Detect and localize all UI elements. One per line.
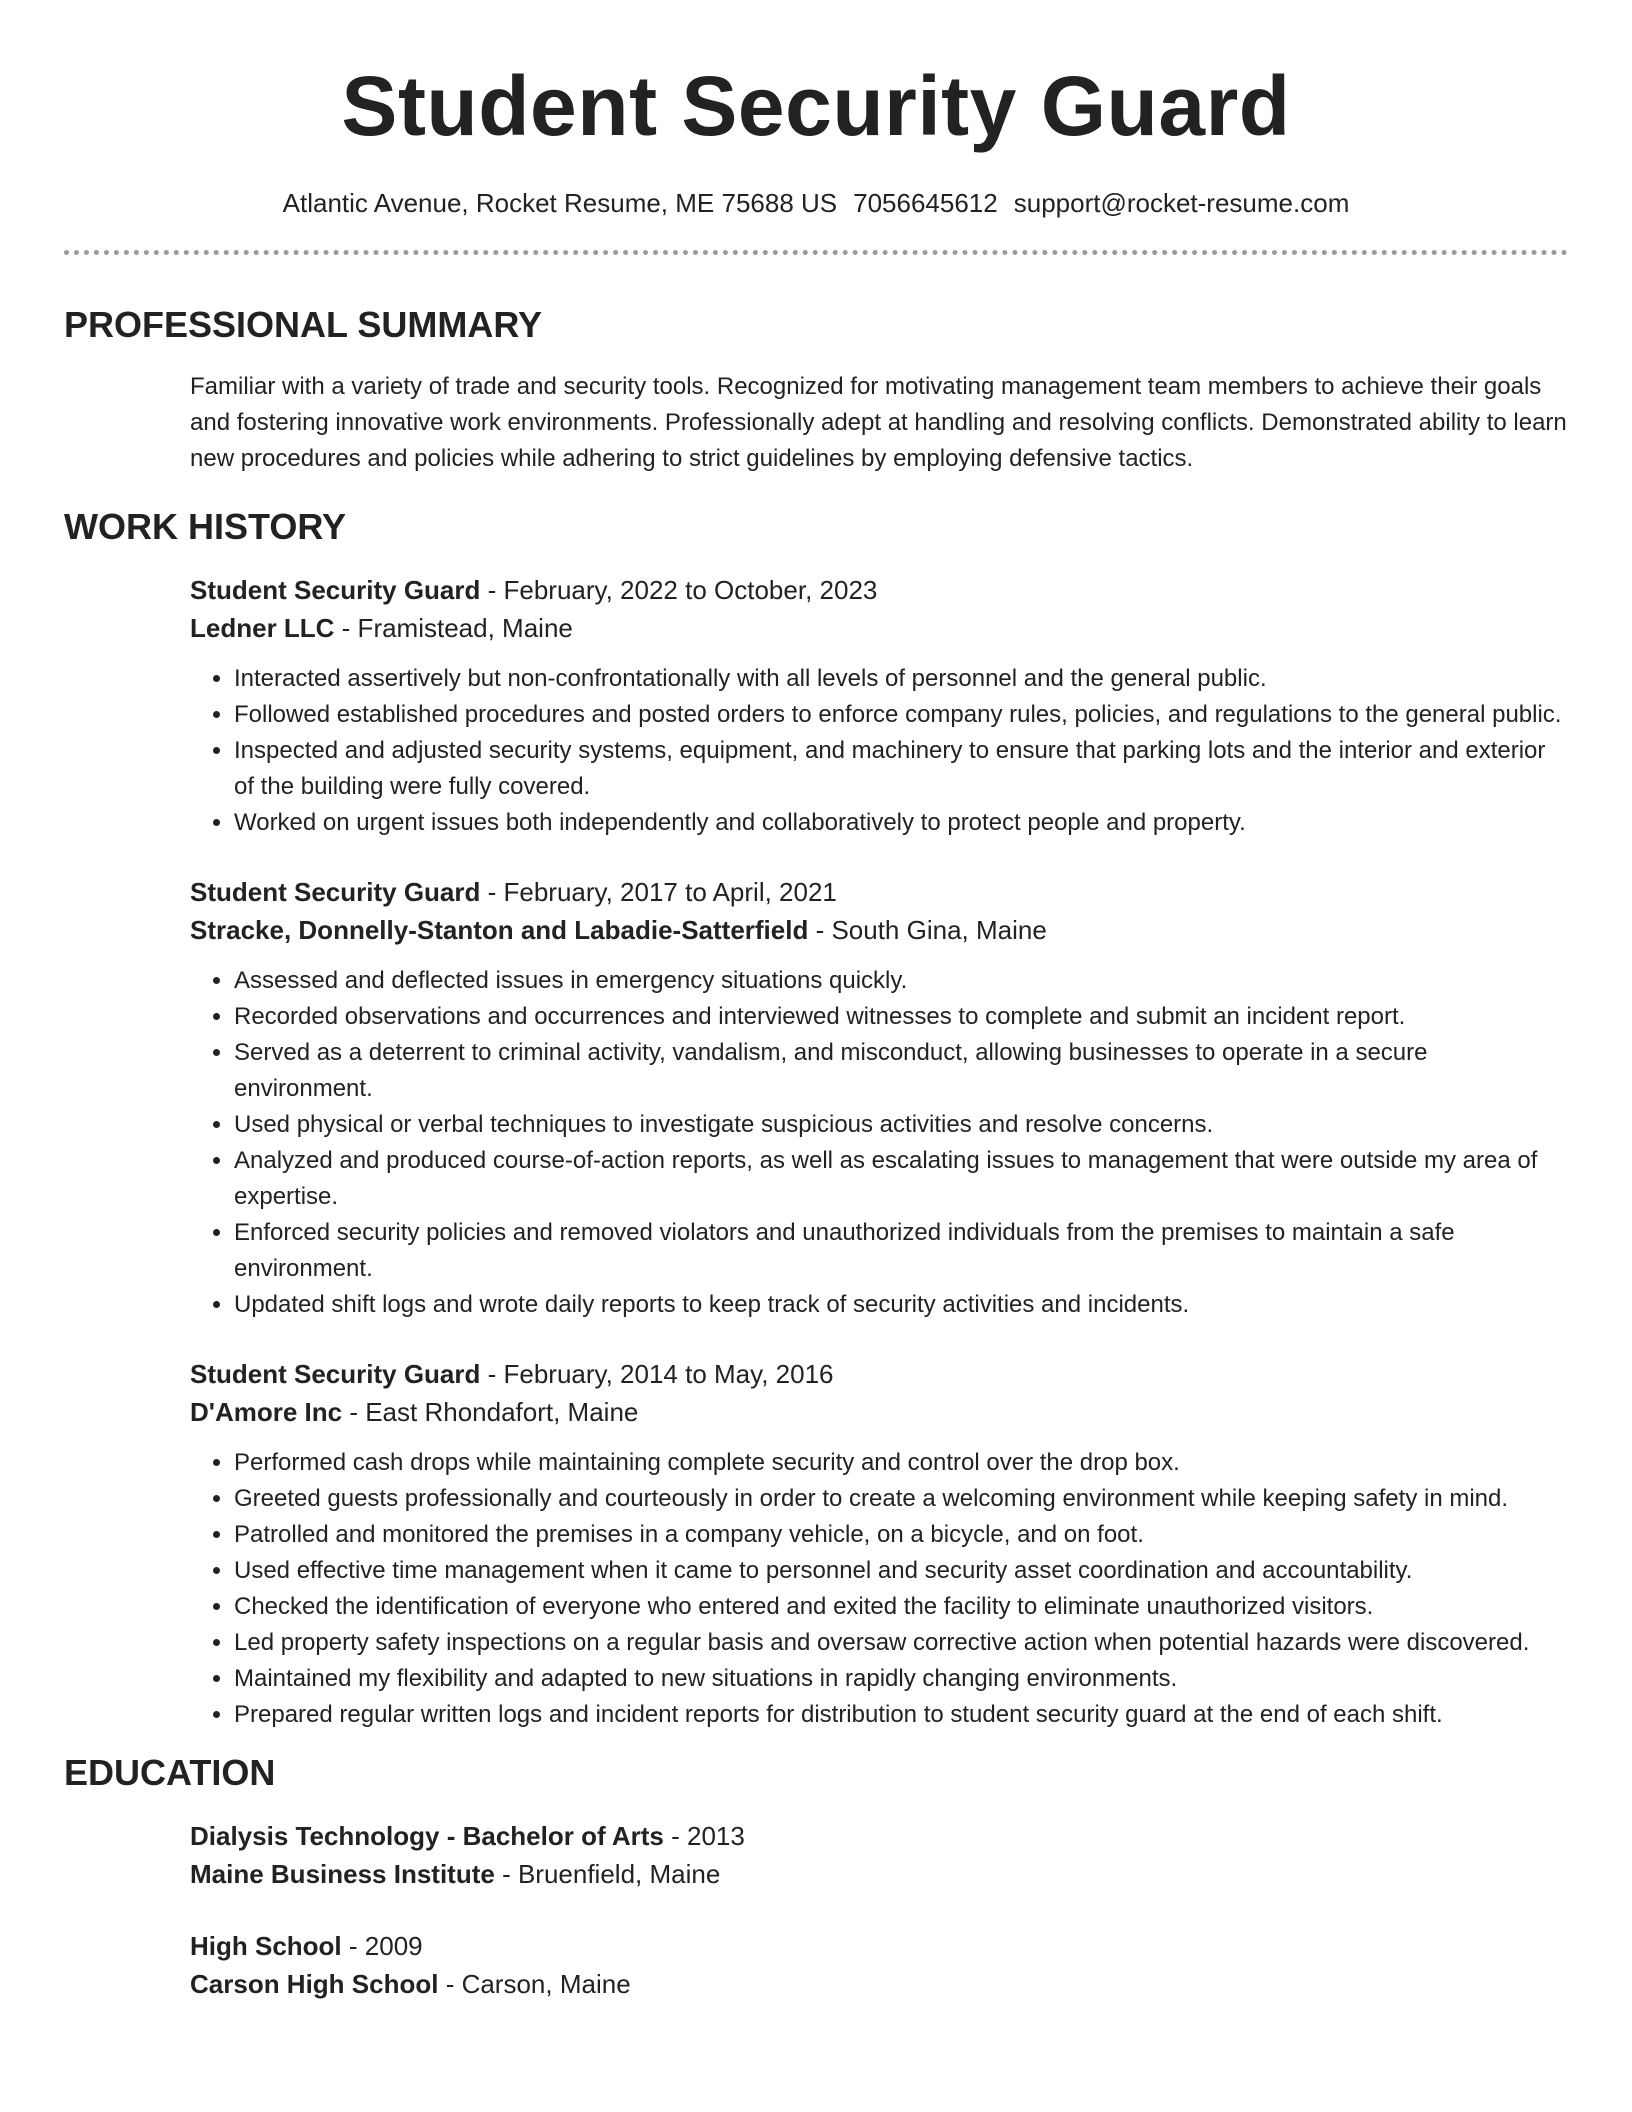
job-duty-item: • Recorded observations and occurrences and interviewed witnesses to complete and submit an incident report.: [234, 999, 1568, 1035]
job-duty-item: • Updated shift logs and wrote daily reports to keep track of security activities and incidents.: [234, 1287, 1568, 1323]
job-duty-item: • Interacted assertively but non-confrontationally with all levels of personnel and the general public.: [234, 661, 1568, 697]
job-entry: [190, 571, 1568, 841]
education-location: - Bruenfield, Maine: [494, 1859, 721, 1889]
job-duty-item: • Followed established procedures and posted orders to enforce company rules, policies, and regulations to the general public.: [234, 697, 1568, 733]
education-school: Maine Business Institute: [190, 1859, 495, 1889]
job-location: - South Gina, Maine: [808, 915, 1047, 945]
job-duty-item: • Inspected and adjusted security systems, equipment, and machinery to ensure that parking lots and the interior and exterior of the building were fully covered.: [234, 733, 1568, 805]
job-title-line: [190, 873, 1568, 911]
education-entry: [190, 1817, 1568, 1893]
education-section-title: EDUCATION: [64, 1752, 276, 1793]
education-degree-line: [190, 1927, 1568, 1965]
job-duty-item: • Greeted guests professionally and courteously in order to create a welcoming environment while keeping safety in mind.: [234, 1481, 1568, 1517]
job-entry: [190, 1355, 1568, 1733]
summary-section-title: PROFESSIONAL SUMMARY: [64, 304, 543, 345]
job-duty-item: • Assessed and deflected issues in emergency situations quickly.: [234, 963, 1568, 999]
contact-phone: 7056645612: [853, 188, 998, 218]
job-location: - East Rhondafort, Maine: [342, 1397, 639, 1427]
job-company: Ledner LLC: [190, 613, 335, 643]
education-location: - Carson, Maine: [438, 1969, 631, 1999]
contact-line: [64, 186, 1568, 220]
job-company: D'Amore Inc: [190, 1397, 343, 1427]
header-divider: [64, 250, 1568, 255]
job-dates: - February, 2014 to May, 2016: [480, 1359, 834, 1389]
job-duties-list: [190, 963, 1568, 1323]
job-role: Student Security Guard: [190, 1359, 481, 1389]
job-duty-item: • Performed cash drops while maintaining complete security and control over the drop box.: [234, 1445, 1568, 1481]
education-degree: Dialysis Technology - Bachelor of Arts: [190, 1821, 664, 1851]
job-entry: [190, 873, 1568, 1323]
job-duty-item: • Maintained my flexibility and adapted to new situations in rapidly changing environments.: [234, 1661, 1568, 1697]
job-role: Student Security Guard: [190, 877, 481, 907]
education-entry: [190, 1927, 1568, 2003]
job-duties-list: [190, 661, 1568, 841]
job-duty-item: • Used physical or verbal techniques to investigate suspicious activities and resolve concerns.: [234, 1107, 1568, 1143]
job-title-line: [190, 1355, 1568, 1393]
job-duty-item: • Led property safety inspections on a regular basis and oversaw corrective action when potential hazards were discovered.: [234, 1625, 1568, 1661]
work-history-section-title: WORK HISTORY: [64, 506, 347, 547]
education-school-line: [190, 1855, 1568, 1893]
education-school-line: [190, 1965, 1568, 2003]
job-duty-item: • Analyzed and produced course-of-action reports, as well as escalating issues to management that were outside my area of expertise.: [234, 1143, 1568, 1215]
summary-section: [64, 303, 1568, 477]
summary-text: Familiar with a variety of trade and security tools. Recognized for motivating management team members to achieve their goals and fostering innovative work environments. Professionally adept at handling and resolving conflicts. Demonstrated ability to learn new procedures and policies while adhering to strict guidelines by employing defensive tactics.: [190, 373, 1567, 472]
job-duty-item: • Served as a deterrent to criminal activity, vandalism, and misconduct, allowing businesses to operate in a secure environment.: [234, 1035, 1568, 1107]
education-school: Carson High School: [190, 1969, 439, 1999]
candidate-name: Student Security Guard: [341, 59, 1291, 153]
job-company-line: [190, 609, 1568, 647]
education-degree: High School: [190, 1931, 342, 1961]
contact-email: support@rocket-resume.com: [1013, 188, 1350, 218]
job-duty-item: • Patrolled and monitored the premises in a company vehicle, on a bicycle, and on foot.: [234, 1517, 1568, 1553]
job-role: Student Security Guard: [190, 575, 481, 605]
job-dates: - February, 2022 to October, 2023: [480, 575, 878, 605]
education-degree-line: [190, 1817, 1568, 1855]
job-title-line: [190, 571, 1568, 609]
job-duty-item: • Used effective time management when it came to personnel and security asset coordination and accountability.: [234, 1553, 1568, 1589]
education-section: [64, 1751, 1568, 2003]
job-duty-item: • Checked the identification of everyone who entered and exited the facility to eliminate unauthorized visitors.: [234, 1589, 1568, 1625]
job-dates: - February, 2017 to April, 2021: [480, 877, 837, 907]
job-location: - Framistead, Maine: [334, 613, 573, 643]
education-year: - 2009: [341, 1931, 423, 1961]
job-company-line: [190, 1393, 1568, 1431]
contact-address: Atlantic Avenue, Rocket Resume, ME 75688 US: [282, 188, 838, 218]
job-duty-item: • Enforced security policies and removed violators and unauthorized individuals from the premises to maintain a safe environment.: [234, 1215, 1568, 1287]
job-duties-list: [190, 1445, 1568, 1733]
job-duty-item: • Worked on urgent issues both independently and collaboratively to protect people and property.: [234, 805, 1568, 841]
job-company: Stracke, Donnelly-Stanton and Labadie-Satterfield: [190, 915, 809, 945]
work-history-section: [64, 505, 1568, 1733]
job-duty-item: • Prepared regular written logs and incident reports for distribution to student security guard at the end of each shift.: [234, 1697, 1568, 1733]
job-company-line: [190, 911, 1568, 949]
education-year: - 2013: [663, 1821, 745, 1851]
